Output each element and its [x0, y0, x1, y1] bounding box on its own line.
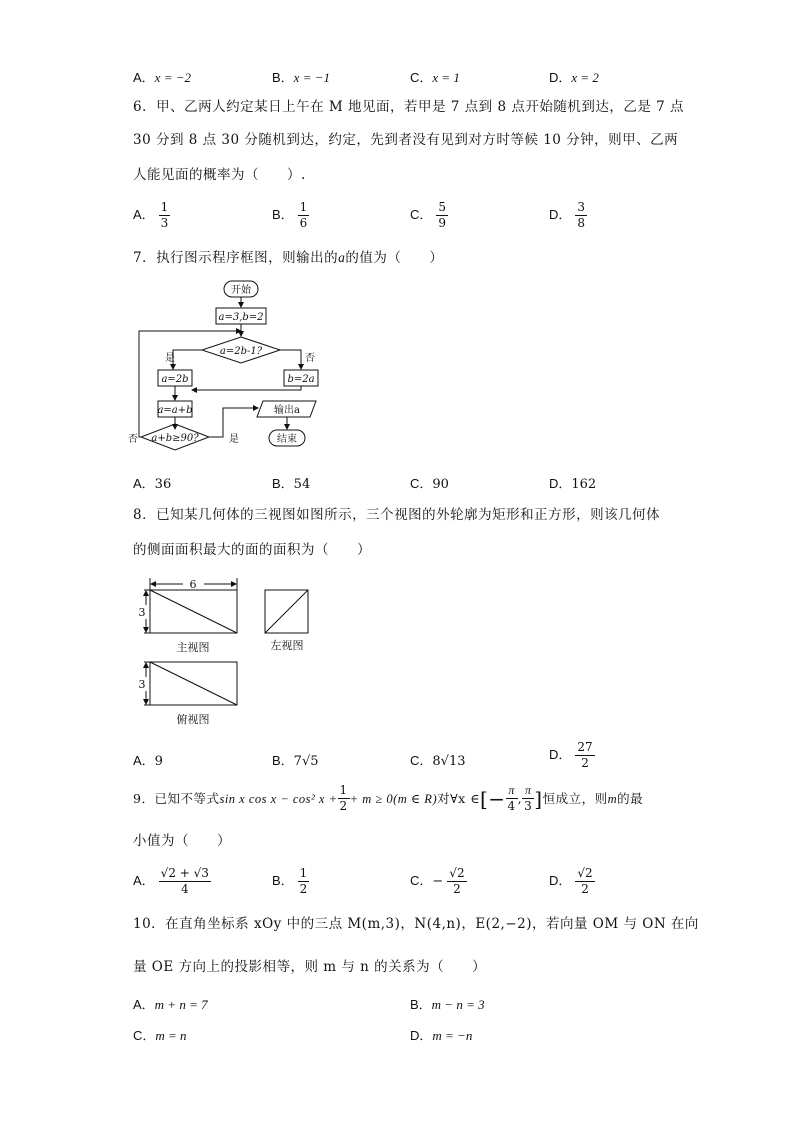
option-letter: D．	[549, 207, 572, 222]
option-letter: A．	[133, 476, 155, 491]
fraction	[298, 200, 310, 231]
numerator: π	[522, 783, 534, 799]
option-letter: D．	[549, 70, 572, 85]
denominator: 4	[180, 882, 189, 896]
q6-line3: 人能见面的概率为（ ）.	[133, 167, 306, 183]
front-height-label: 3	[138, 606, 146, 619]
q8-line2: 的侧面面积最大的面的面积为（ ）	[133, 542, 371, 558]
q10-line2: 量 OE 方向上的投影相等，则 m 与 n 的关系为（ ）	[133, 959, 487, 975]
q9-option-c	[410, 866, 467, 897]
q9-comma: ,	[517, 790, 523, 806]
numerator: √2	[449, 866, 465, 880]
q10-option-b	[410, 994, 485, 1013]
option-letter: B．	[410, 997, 432, 1012]
option-letter: B．	[272, 70, 294, 85]
q7-option-b	[272, 473, 310, 492]
flow-sum-label: a=a+b	[157, 405, 193, 416]
top-height-label: 3	[138, 678, 146, 691]
fraction	[522, 783, 534, 814]
q9-end: 的最	[617, 790, 644, 806]
q9-pre: 9．已知不等式	[133, 790, 220, 806]
option-letter: B．	[272, 476, 294, 491]
option-value: m + n = 7	[154, 997, 208, 1012]
denominator: 6	[299, 216, 308, 230]
flow-left-label: a=2b	[161, 374, 189, 385]
fraction	[338, 783, 350, 814]
option-value: m = −n	[432, 1028, 473, 1043]
q7-option-a	[133, 473, 171, 492]
q9-line1	[133, 783, 643, 814]
q7-stem	[133, 249, 443, 267]
flow-no-label: 否	[305, 353, 315, 364]
option-letter: C．	[410, 753, 433, 768]
q9-mvar: m	[607, 791, 618, 806]
flow-right-label: b=2a	[287, 374, 315, 385]
q10-option-a	[133, 994, 208, 1013]
option-letter: D．	[549, 476, 572, 491]
option-letter: D．	[549, 873, 572, 888]
q9-post: 恒成立，则	[542, 790, 608, 806]
flow-loop-no-label: 否	[128, 434, 138, 445]
front-view-caption: 主视图	[176, 641, 210, 654]
q10-option-d	[410, 1025, 472, 1044]
q6-option-d	[549, 200, 587, 231]
q7-stem-var: a	[338, 250, 346, 265]
option-value: x = 2	[571, 70, 599, 85]
option-letter: C．	[410, 70, 433, 85]
q9-bracket-right: ]	[534, 786, 543, 811]
option-letter: B．	[272, 873, 294, 888]
q7-option-d	[549, 473, 596, 492]
q10-option-c	[133, 1025, 187, 1044]
fraction	[575, 200, 587, 231]
numerator: 1	[299, 866, 308, 880]
q6-option-b	[272, 200, 309, 231]
numerator: 1	[160, 200, 169, 214]
option-value: x = −1	[293, 70, 330, 85]
top-view-caption: 俯视图	[176, 713, 210, 726]
option-value: 36	[154, 477, 172, 492]
fraction	[159, 200, 171, 231]
option-sign: −	[432, 874, 444, 889]
numerator: 1	[339, 783, 348, 797]
numerator: 3	[577, 200, 586, 214]
fraction	[298, 866, 310, 897]
denominator: 2	[581, 756, 589, 770]
fraction	[506, 783, 518, 814]
fraction	[447, 866, 466, 897]
q8-option-d	[549, 740, 595, 771]
q8-option-b	[272, 750, 319, 769]
flowchart	[130, 278, 330, 453]
q9-expr2: + m ≥ 0(m ∈ R)	[349, 791, 438, 806]
option-letter: B．	[272, 753, 294, 768]
flow-init-label: a=3,b=2	[218, 312, 264, 323]
option-value: 54	[293, 477, 311, 492]
option-value: 162	[571, 477, 597, 492]
numerator: 1	[299, 200, 308, 214]
denominator: 3	[160, 216, 169, 230]
q9-option-b	[272, 866, 309, 897]
width-label: 6	[189, 578, 197, 591]
option-letter: D．	[410, 1028, 433, 1043]
denominator: 8	[577, 216, 586, 230]
q6-line1: 6．甲、乙两人约定某日上午在 M 地见面，若甲是 7 点到 8 点开始随机到达，乙是 7 点	[133, 99, 685, 115]
q5-option-c	[410, 67, 460, 86]
side-view-caption: 左视图	[270, 639, 304, 652]
q6-option-c	[410, 200, 448, 231]
q7-option-c	[410, 473, 449, 492]
q9-expr: sin x cos x − cos² x +	[219, 791, 338, 806]
q8-option-c	[410, 750, 466, 769]
option-value: m − n = 3	[431, 997, 485, 1012]
option-value: 9	[154, 754, 163, 769]
numerator: π	[506, 783, 518, 799]
option-letter: B．	[272, 207, 294, 222]
denominator: 2	[339, 799, 348, 813]
q9-bracket-left: [−	[479, 786, 506, 811]
q6-option-a	[133, 200, 170, 231]
option-letter: A．	[133, 70, 155, 85]
denominator: 2	[581, 882, 589, 896]
denominator: 4	[507, 799, 516, 813]
fraction	[159, 866, 211, 897]
numerator: √2	[577, 866, 593, 880]
fraction	[436, 200, 448, 231]
option-letter: A．	[133, 873, 155, 888]
option-letter: C．	[133, 1028, 156, 1043]
flow-yes-label: 是	[165, 353, 175, 364]
q9-forall: 对∀x ∈	[437, 790, 480, 806]
q8-option-a	[133, 750, 163, 769]
option-letter: A．	[133, 753, 155, 768]
q6-line2: 30 分到 8 点 30 分随机到达，约定，先到者没有见到对方时等候 10 分钟，则甲、乙两	[133, 132, 679, 148]
option-letter: A．	[133, 207, 155, 222]
q10-line1: 10．在直角坐标系 xOy 中的三点 M(m,3)，N(4,n)，E(2,−2)，若向量 OM 与 ON 在向	[133, 916, 699, 932]
q7-stem-post: 的值为（ ）	[345, 250, 444, 266]
option-value: m = n	[155, 1028, 187, 1043]
option-letter: D．	[549, 747, 572, 762]
option-value: 8√13	[432, 754, 466, 769]
flow-exit-yes-label: 是	[229, 434, 239, 445]
numerator: √2 + √3	[160, 866, 209, 880]
q8-line1: 8．已知某几何体的三视图如图所示，三个视图的外轮廓为矩形和正方形，则该几何体	[133, 507, 661, 523]
fraction	[575, 866, 594, 897]
q5-option-b	[272, 67, 330, 86]
q7-stem-pre: 7．执行图示程序框图，则输出的	[133, 250, 339, 266]
denominator: 3	[524, 799, 533, 813]
option-letter: C．	[410, 476, 433, 491]
option-value: 90	[432, 477, 449, 492]
denominator: 9	[438, 216, 447, 230]
q5-option-d	[549, 67, 599, 86]
flow-end-label: 结束	[277, 434, 297, 445]
three-views-figure	[130, 574, 330, 734]
option-letter: C．	[410, 873, 433, 888]
q9-line2: 小值为（ ）	[133, 833, 231, 849]
option-value: 7√5	[293, 754, 319, 769]
flow-start-label: 开始	[231, 285, 251, 296]
flow-cond1-label: a=2b-1?	[219, 346, 263, 357]
flow-cond2-label: a+b≥90?	[151, 433, 199, 444]
numerator: 5	[438, 200, 447, 214]
q9-option-a	[133, 866, 211, 897]
option-value: x = 1	[432, 70, 460, 85]
denominator: 2	[453, 882, 461, 896]
q9-option-d	[549, 866, 595, 897]
flow-output-label: 输出a	[274, 405, 300, 416]
q5-option-a	[133, 67, 191, 86]
denominator: 2	[299, 882, 308, 896]
fraction	[575, 740, 594, 771]
option-letter: C．	[410, 207, 433, 222]
option-value: x = −2	[154, 70, 191, 85]
option-letter: A．	[133, 997, 155, 1012]
numerator: 27	[577, 740, 593, 754]
